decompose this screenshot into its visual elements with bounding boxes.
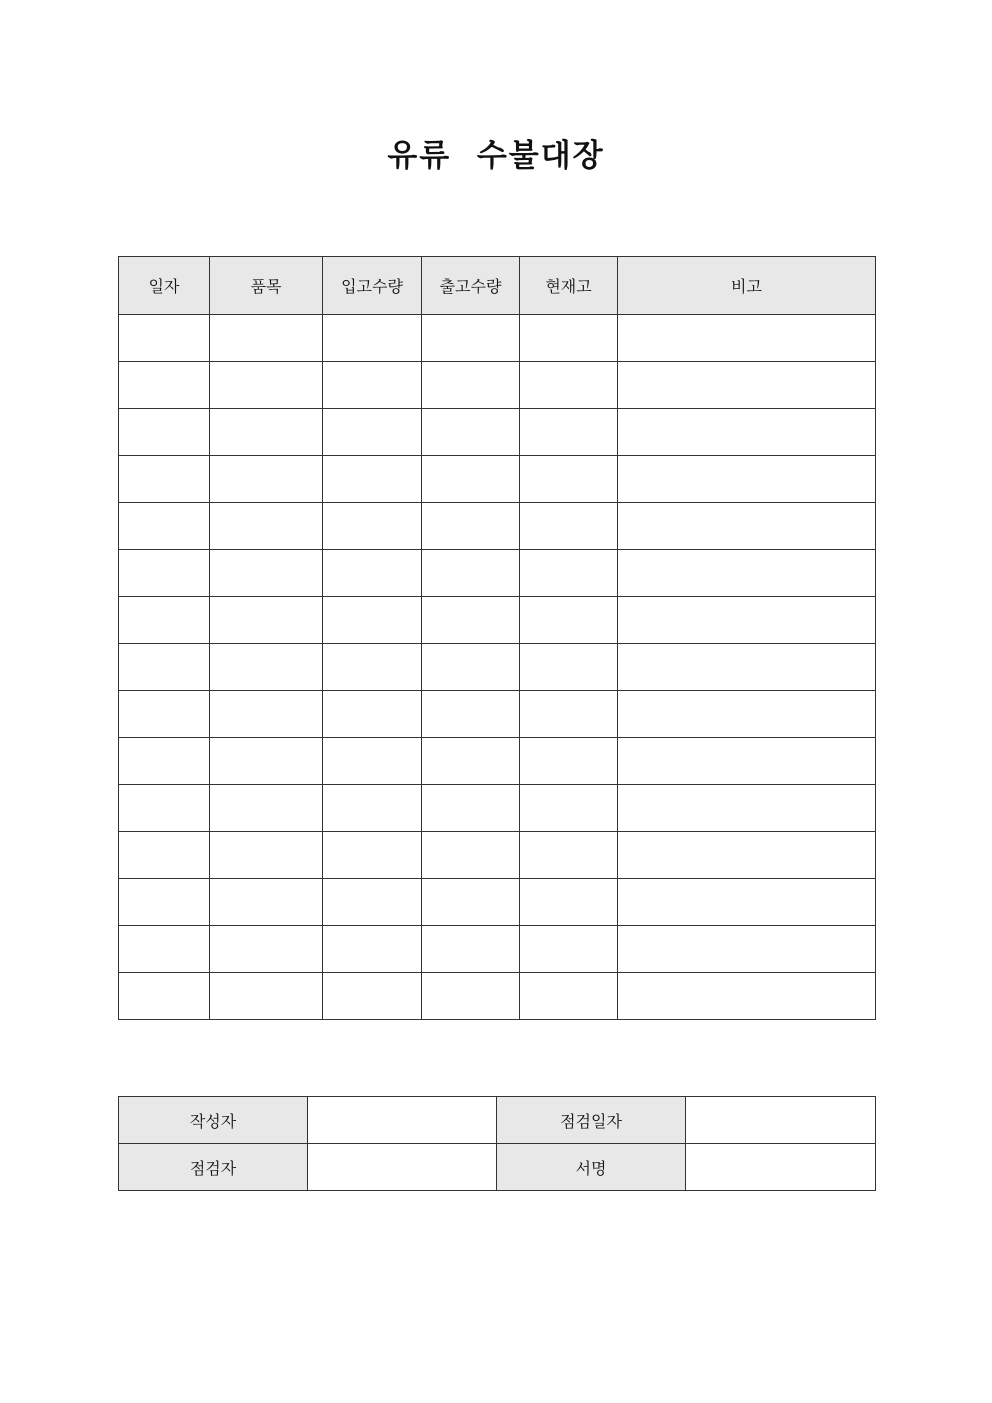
cell-remarks[interactable] [618,973,876,1020]
cell-date[interactable] [119,503,210,550]
column-header-issued-qty: 출고수량 [422,257,520,315]
cell-item[interactable] [210,973,323,1020]
cell-issued-qty[interactable] [422,597,520,644]
cell-received-qty[interactable] [323,503,422,550]
cell-date[interactable] [119,785,210,832]
cell-current-stock[interactable] [520,409,618,456]
cell-item[interactable] [210,926,323,973]
table-row [119,973,876,1020]
column-header-date: 일자 [119,257,210,315]
cell-issued-qty[interactable] [422,785,520,832]
cell-issued-qty[interactable] [422,362,520,409]
inspector-field[interactable] [308,1144,497,1191]
cell-current-stock[interactable] [520,973,618,1020]
inspection-date-label: 점검일자 [497,1097,686,1144]
table-row [119,926,876,973]
signature-label: 서명 [497,1144,686,1191]
cell-issued-qty[interactable] [422,832,520,879]
cell-current-stock[interactable] [520,550,618,597]
cell-item[interactable] [210,785,323,832]
table-row [119,691,876,738]
cell-current-stock[interactable] [520,738,618,785]
inspector-label: 점검자 [119,1144,308,1191]
cell-issued-qty[interactable] [422,973,520,1020]
cell-current-stock[interactable] [520,644,618,691]
table-row [119,409,876,456]
column-header-current-stock: 현재고 [520,257,618,315]
cell-item[interactable] [210,691,323,738]
cell-issued-qty[interactable] [422,738,520,785]
cell-date[interactable] [119,832,210,879]
cell-remarks[interactable] [618,315,876,362]
cell-date[interactable] [119,597,210,644]
cell-issued-qty[interactable] [422,550,520,597]
cell-issued-qty[interactable] [422,644,520,691]
cell-date[interactable] [119,456,210,503]
cell-received-qty[interactable] [323,409,422,456]
cell-current-stock[interactable] [520,785,618,832]
cell-remarks[interactable] [618,503,876,550]
cell-current-stock[interactable] [520,691,618,738]
table-row [119,738,876,785]
cell-issued-qty[interactable] [422,503,520,550]
cell-issued-qty[interactable] [422,315,520,362]
column-header-received-qty: 입고수량 [323,257,422,315]
table-row [119,550,876,597]
cell-date[interactable] [119,738,210,785]
signoff-row [119,1097,876,1144]
cell-remarks[interactable] [618,597,876,644]
cell-current-stock[interactable] [520,362,618,409]
cell-current-stock[interactable] [520,926,618,973]
fuel-ledger-table [118,256,876,1020]
cell-item[interactable] [210,456,323,503]
cell-item[interactable] [210,644,323,691]
cell-date[interactable] [119,644,210,691]
signoff-row [119,1144,876,1191]
cell-received-qty[interactable] [323,644,422,691]
cell-issued-qty[interactable] [422,926,520,973]
cell-date[interactable] [119,691,210,738]
cell-issued-qty[interactable] [422,456,520,503]
cell-item[interactable] [210,503,323,550]
cell-date[interactable] [119,879,210,926]
cell-issued-qty[interactable] [422,879,520,926]
cell-item[interactable] [210,832,323,879]
cell-received-qty[interactable] [323,832,422,879]
table-row [119,503,876,550]
cell-current-stock[interactable] [520,879,618,926]
cell-remarks[interactable] [618,550,876,597]
cell-received-qty[interactable] [323,315,422,362]
cell-item[interactable] [210,738,323,785]
table-row [119,456,876,503]
cell-date[interactable] [119,973,210,1020]
table-row [119,644,876,691]
cell-remarks[interactable] [618,926,876,973]
cell-item[interactable] [210,597,323,644]
cell-remarks[interactable] [618,362,876,409]
table-row [119,832,876,879]
cell-current-stock[interactable] [520,597,618,644]
cell-date[interactable] [119,315,210,362]
ledger-body [119,315,876,1020]
inspection-date-field[interactable] [686,1097,876,1144]
cell-issued-qty[interactable] [422,409,520,456]
table-row [119,785,876,832]
cell-current-stock[interactable] [520,315,618,362]
cell-date[interactable] [119,926,210,973]
cell-date[interactable] [119,550,210,597]
cell-issued-qty[interactable] [422,691,520,738]
cell-remarks[interactable] [618,832,876,879]
cell-remarks[interactable] [618,691,876,738]
author-label: 작성자 [119,1097,308,1144]
cell-received-qty[interactable] [323,879,422,926]
cell-remarks[interactable] [618,644,876,691]
cell-item[interactable] [210,550,323,597]
signoff-table [118,1096,876,1191]
ledger-header-row [119,257,876,315]
cell-current-stock[interactable] [520,503,618,550]
cell-remarks[interactable] [618,879,876,926]
table-row [119,315,876,362]
cell-received-qty[interactable] [323,926,422,973]
column-header-remarks: 비고 [618,257,876,315]
cell-item[interactable] [210,409,323,456]
cell-remarks[interactable] [618,409,876,456]
cell-received-qty[interactable] [323,597,422,644]
cell-received-qty[interactable] [323,973,422,1020]
cell-item[interactable] [210,315,323,362]
cell-received-qty[interactable] [323,456,422,503]
table-row [119,362,876,409]
cell-received-qty[interactable] [323,785,422,832]
cell-item[interactable] [210,879,323,926]
cell-received-qty[interactable] [323,691,422,738]
cell-item[interactable] [210,362,323,409]
table-row [119,597,876,644]
column-header-item: 품목 [210,257,323,315]
signature-field[interactable] [686,1144,876,1191]
cell-current-stock[interactable] [520,832,618,879]
cell-remarks[interactable] [618,785,876,832]
cell-date[interactable] [119,362,210,409]
cell-received-qty[interactable] [323,362,422,409]
cell-remarks[interactable] [618,456,876,503]
page-title: 유류 수불대장 [387,138,605,174]
cell-current-stock[interactable] [520,456,618,503]
cell-remarks[interactable] [618,738,876,785]
cell-received-qty[interactable] [323,738,422,785]
cell-date[interactable] [119,409,210,456]
cell-received-qty[interactable] [323,550,422,597]
table-row [119,879,876,926]
author-field[interactable] [308,1097,497,1144]
